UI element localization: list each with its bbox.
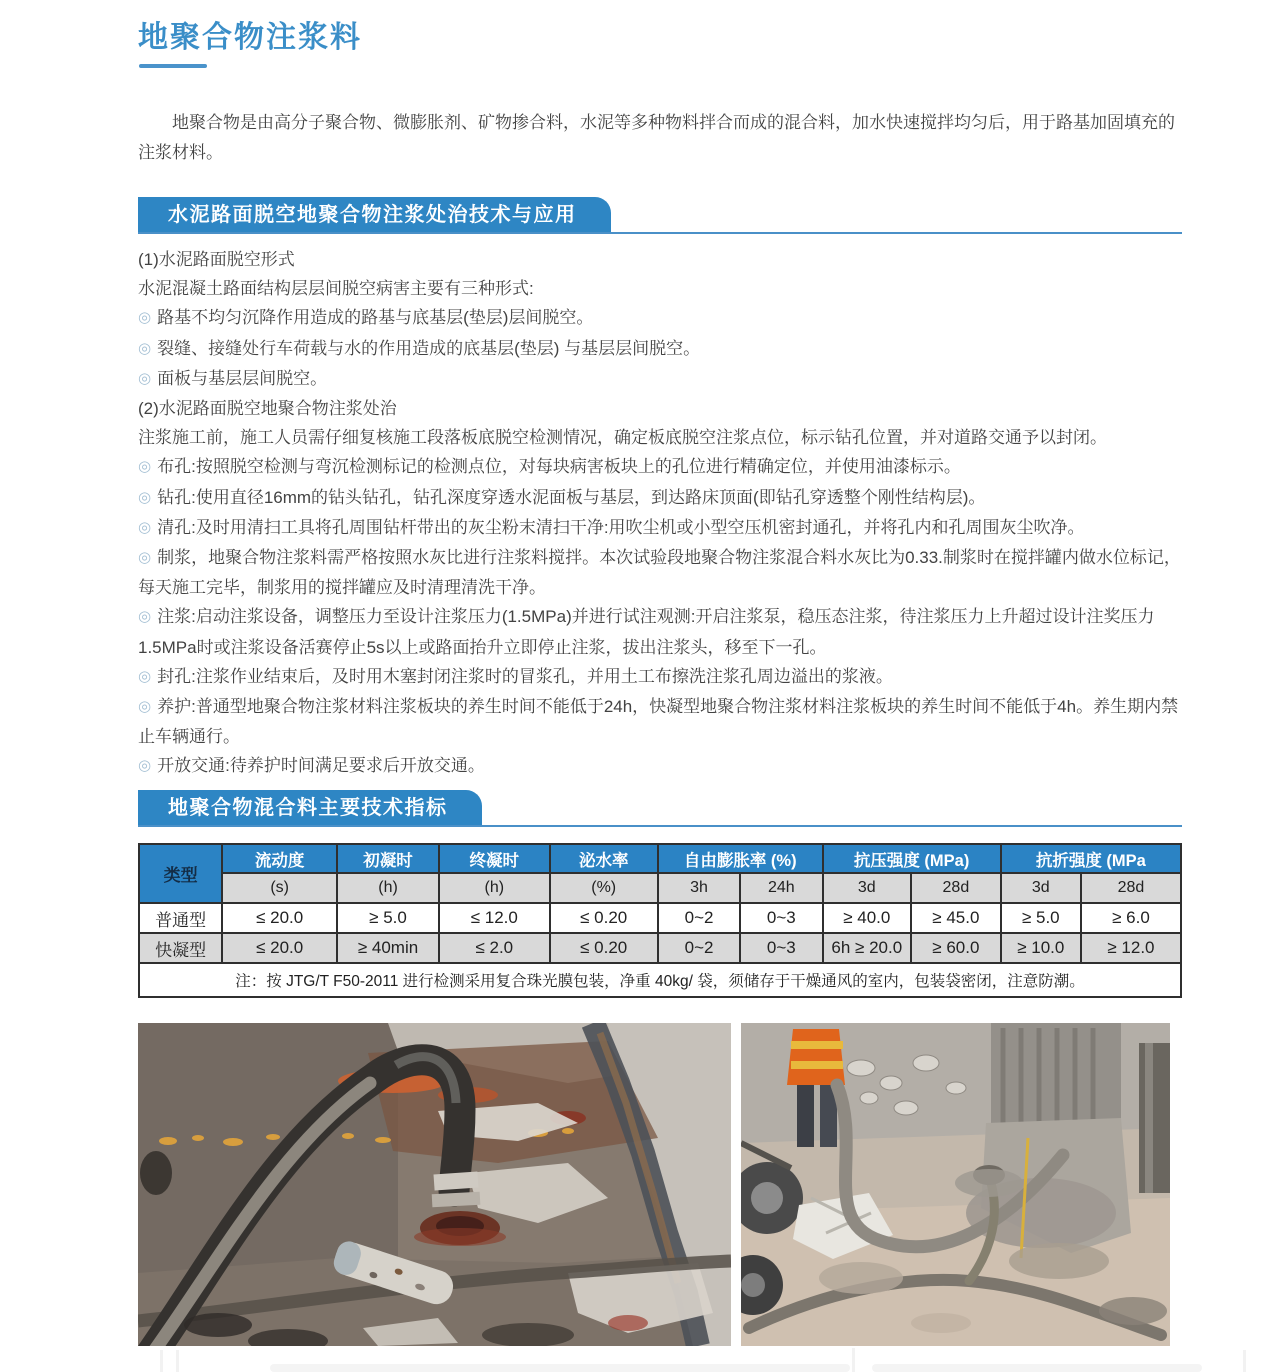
paragraph: (2)水泥路面脱空地聚合物注浆处治	[138, 399, 397, 419]
table-column-header: 抗折强度 (MPa	[1001, 844, 1181, 873]
bullseye-bullet-icon: ◎	[138, 369, 152, 387]
bullseye-bullet-icon: ◎	[138, 309, 152, 327]
table-value-cell: ≥ 6.0	[1081, 903, 1181, 933]
bullet-paragraph: ◎ 布孔:按照脱空检测与弯沉检测标记的检测点位，对每块病害板块上的孔位进行精确定位，并使用油漆标示。	[138, 457, 961, 477]
bullseye-bullet-icon: ◎	[138, 518, 152, 536]
table-value-cell: ≥ 5.0	[337, 903, 439, 933]
table-unit-header: 28d	[1081, 873, 1181, 903]
page-title: 地聚合物注浆料	[138, 21, 362, 54]
table-column-header: 初凝时	[337, 844, 439, 873]
bottom-faint-mark	[1243, 1350, 1246, 1372]
bullet-paragraph: ◎ 清孔:及时用清扫工具将孔周围钻杆带出的灰尘粉末清扫干净:用吹尘机或小型空压机密封通孔，并将孔内和孔周围灰尘吹净。	[138, 517, 1085, 537]
table-value-cell: ≥ 10.0	[1001, 933, 1081, 963]
table-value-cell: ≥ 45.0	[911, 903, 1001, 933]
table-unit-header: (%)	[550, 873, 658, 903]
table-column-header: 终凝时	[439, 844, 549, 873]
table-row	[139, 903, 1181, 933]
table-value-cell: 0~3	[740, 933, 822, 963]
bullet-paragraph: ◎ 封孔:注浆作业结束后，及时用木塞封闭注浆时的冒浆孔，并用土工布擦洗注浆孔周边溢出的浆液。	[138, 666, 893, 686]
table-unit-header: 3d	[1001, 873, 1081, 903]
paragraph: 水泥混凝土路面结构层层间脱空病害主要有三种形式:	[138, 279, 534, 299]
bullet-paragraph: ◎ 注浆:启动注浆设备，调整压力至设计注浆压力(1.5MPa)并进行试注观测:开启注浆泵，稳压态注浆，待注浆压力上升超过设计注奖压力1.5MPa时或注浆设备活赛停止5s以上或路面抬升立即停止注浆，拔出注浆头，移至下一孔。	[138, 607, 1155, 657]
bottom-faint-mark	[176, 1350, 179, 1372]
table-value-cell: ≤ 12.0	[439, 903, 549, 933]
table-value-cell: 0~2	[658, 903, 740, 933]
section1-heading-banner	[138, 197, 611, 234]
table-column-header: 泌水率	[550, 844, 658, 873]
table-value-cell: ≤ 20.0	[222, 933, 337, 963]
title-underline-decoration	[139, 64, 207, 68]
bullet-paragraph: ◎ 钻孔:使用直径16mm的钻头钻孔，钻孔深度穿透水泥面板与基层，到达路床顶面(即钻孔穿透整个刚性结构层)。	[138, 487, 986, 507]
table-note: 注：按 JTG/T F50-2011 进行检测采用复合珠光膜包装，净重 40kg/ 袋，须储存于干燥通风的室内，包装袋密闭，注意防潮。	[139, 963, 1181, 997]
table-value-cell: ≥ 5.0	[1001, 903, 1081, 933]
intro-paragraph: 地聚合物是由高分子聚合物、微膨胀剂、矿物掺合料，水泥等多种物料拌合而成的混合料，加水快速搅拌均匀后，用于路基加固填充的注浆材料。	[138, 113, 1175, 162]
table-value-cell: ≥ 40.0	[823, 903, 912, 933]
table-value-cell: ≤ 0.20	[550, 903, 658, 933]
right-photo	[741, 1023, 1170, 1346]
bullet-paragraph: ◎ 路基不均匀沉降作用造成的路基与底基层(垫层)层间脱空。	[138, 308, 594, 328]
table-unit-header: (h)	[439, 873, 549, 903]
table-unit-header: 3h	[658, 873, 740, 903]
table-unit-header: 24h	[740, 873, 822, 903]
bottom-faint-mark	[872, 1364, 1202, 1372]
bullseye-bullet-icon: ◎	[138, 549, 152, 567]
bullseye-bullet-icon: ◎	[138, 757, 152, 775]
bullet-paragraph: ◎ 裂缝、接缝处行车荷载与水的作用造成的底基层(垫层) 与基层层间脱空。	[138, 338, 701, 358]
table-column-header: 流动度	[222, 844, 337, 873]
bullseye-bullet-icon: ◎	[138, 488, 152, 506]
bullseye-bullet-icon: ◎	[138, 339, 152, 357]
table-value-cell: ≥ 12.0	[1081, 933, 1181, 963]
table-unit-header: (h)	[337, 873, 439, 903]
paragraph: (1)水泥路面脱空形式	[138, 250, 295, 269]
technical-spec-table	[138, 843, 1182, 998]
bullet-paragraph: ◎ 开放交通:待养护时间满足要求后开放交通。	[138, 756, 485, 776]
table-value-cell: 6h ≥ 20.0	[823, 933, 912, 963]
section1-heading-rule	[138, 232, 1182, 234]
row-type-cell: 普通型	[139, 903, 222, 933]
bullet-paragraph: ◎ 养护:普通型地聚合物注浆材料注浆板块的养生时间不能低于24h，快凝型地聚合物注浆材料注浆板块的养生时间不能低于4h。养生期内禁止车辆通行。	[138, 697, 1179, 747]
bottom-faint-mark	[270, 1364, 850, 1372]
table-value-cell: ≥ 40min	[337, 933, 439, 963]
section1-body	[138, 245, 1186, 782]
table-row	[139, 933, 1181, 963]
bullseye-bullet-icon: ◎	[138, 667, 152, 685]
section2-heading-banner	[138, 790, 482, 827]
section2-heading: 地聚合物混合料主要技术指标	[168, 797, 448, 819]
bullseye-bullet-icon: ◎	[138, 698, 152, 716]
section1-heading: 水泥路面脱空地聚合物注浆处治技术与应用	[168, 204, 577, 226]
table-column-header: 自由膨胀率 (%)	[658, 844, 823, 873]
bottom-faint-mark	[160, 1350, 163, 1372]
bullseye-bullet-icon: ◎	[138, 608, 152, 626]
table-value-cell: ≥ 60.0	[911, 933, 1001, 963]
bullet-paragraph: ◎ 制浆，地聚合物注浆料需严格按照水灰比进行注浆料搅拌。本次试验段地聚合物注浆混合料水灰比为0.33.制浆时在搅拌罐内做水位标记，每天施工完毕，制浆用的搅拌罐应及时清理清洗干净。	[138, 548, 1181, 598]
table-value-cell: ≤ 0.20	[550, 933, 658, 963]
bullseye-bullet-icon: ◎	[138, 458, 152, 476]
left-photo	[138, 1023, 731, 1346]
paragraph: 注浆施工前，施工人员需仔细复核施工段落板底脱空检测情况，确定板底脱空注浆点位，标示钻孔位置，并对道路交通予以封闭。	[138, 428, 1107, 448]
bullet-paragraph: ◎ 面板与基层层间脱空。	[138, 368, 328, 388]
table-value-cell: 0~2	[658, 933, 740, 963]
table-value-cell: 0~3	[740, 903, 822, 933]
table-value-cell: ≤ 20.0	[222, 903, 337, 933]
table-column-header: 抗压强度 (MPa)	[823, 844, 1001, 873]
bottom-faint-mark	[852, 1348, 855, 1372]
row-type-cell: 快凝型	[139, 933, 222, 963]
table-corner-header: 类型	[139, 844, 222, 903]
table-unit-header: 28d	[911, 873, 1001, 903]
table-value-cell: ≤ 2.0	[439, 933, 549, 963]
table-unit-header: 3d	[823, 873, 912, 903]
table-unit-header: (s)	[222, 873, 337, 903]
section2-heading-rule	[138, 825, 1182, 827]
